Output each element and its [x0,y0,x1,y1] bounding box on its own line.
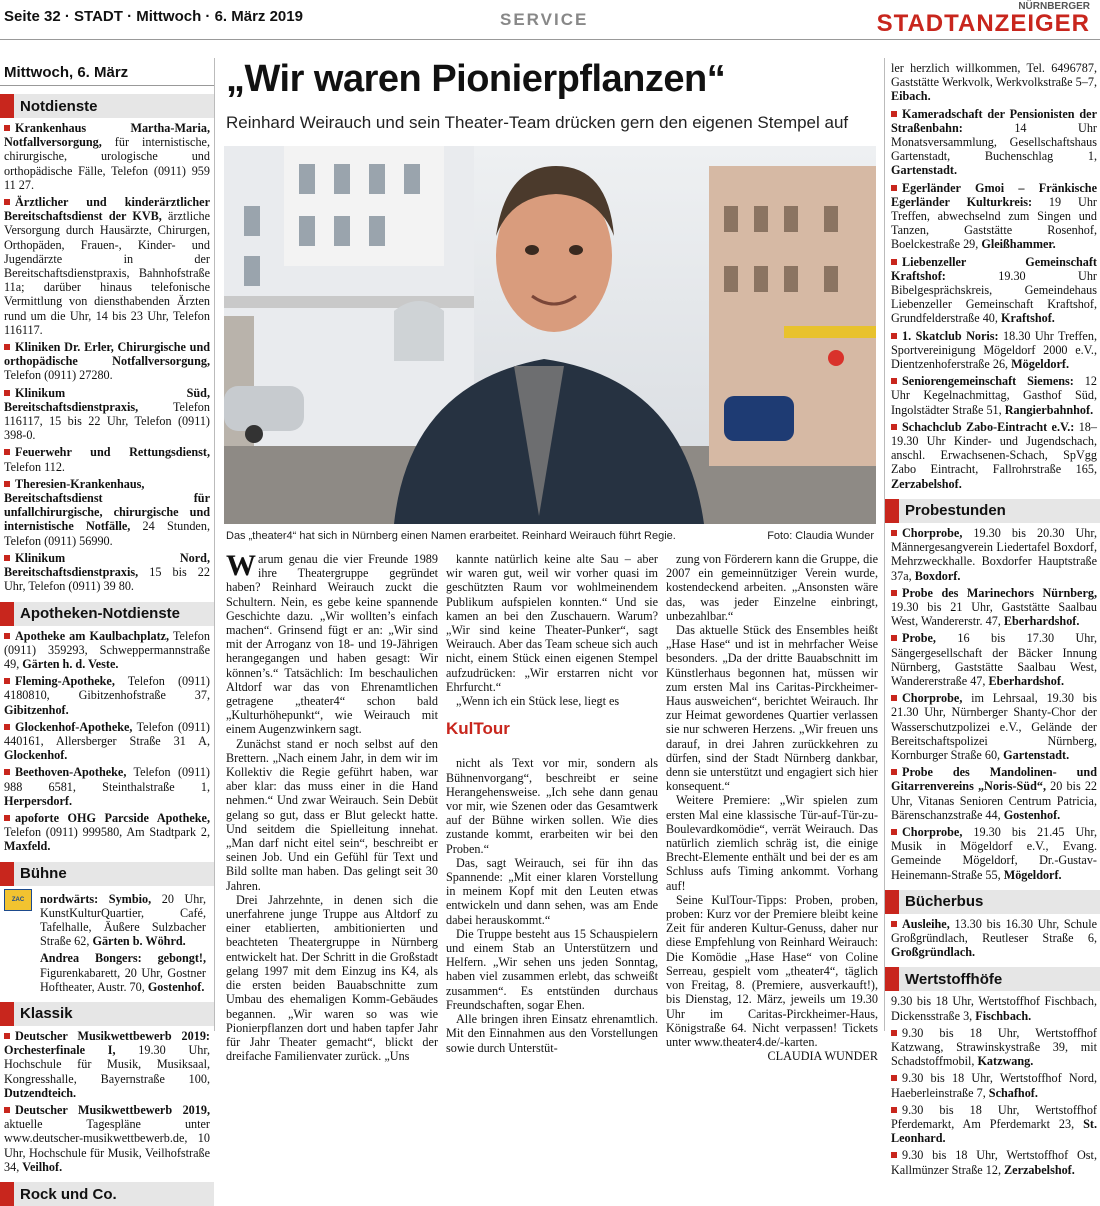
entry-text: im Lehrsaal, 19.30 bis 21.30 Uhr, Nürnberger Shanty-Chor der Wasserschutzpolizei e.V., Gelände der Bereitschaftspolizei Nürnberg, Kornburger Straße 60, [891,691,1097,762]
bullet-square-icon [891,1030,897,1036]
bullet-square-icon [4,1107,10,1113]
entry-location: Herpersdorf. [4,793,73,808]
entry-title: Ausleihe, [902,916,950,931]
klassik-list [0,1029,214,1174]
entry-title: Glockenhof-Apotheke, [15,719,133,734]
bullet-square-icon [4,1033,10,1039]
entry-text: Figurenkabarett, 20 Uhr, Gostner Hoftheater, Austr. 70, [40,965,206,994]
article-subhead: Reinhard Weirauch und sein Theater-Team drücken gern den eigenen Stempel auf [226,113,849,132]
entry-location: Großgründlach. [891,945,976,960]
page-header [0,0,1100,40]
entry-location: Veilhof. [22,1159,63,1174]
bullet-square-icon [891,1152,897,1158]
article-paragraph: Seine KulTour-Tipps: Proben, proben, proben: Kurz vor der Premiere bleibt keine Zeit für anderen Kultur-Genuss, daher nur diese Empfehlung von Reinhard Weirauch: Die Komödie „Hase Hase“ von Coline Serreau, gespielt vom „theater4“, täglich von Freitag, 8. (Premiere, ausverkauft!), bis Dienstag, 12. März, jeweils um 19.30 Uhr im Caritas-Pirckheimer-Haus, Königstraße 64. Nicht verpassen! Tickets unter www.theater4.de/-karten. [666,892,878,1049]
section-title: Rock und Co. [20,1185,117,1203]
left-service-column [0,58,215,1203]
list-item [0,629,214,672]
wertstoffhoefe-list [885,994,1100,1176]
list-item [885,765,1100,822]
list-item [885,1103,1100,1146]
bullet-square-icon [891,921,897,927]
article-paragraphs-2b [446,756,658,1054]
entry-text: 9.30 bis 18 Uhr, Wertstoffhof Katzwang, Strawinskystraße 39, mit Schadstoffmobil, [891,1025,1097,1069]
section-marker [885,890,899,914]
entry-location: Zerzabelshof. [1004,1162,1075,1177]
entry-text: Telefon (0911) 988 6581, Steinthalstraße 1, [4,765,210,794]
entry-title: Egerländer Gmoi – Fränkische Egerländer Kulturkreis: [891,180,1097,209]
entry-text: 19 Uhr Treffen, abwechselnd zum Singen und Tanzen, Gaststätte Rosenhof, Boelckestraße 29, [891,194,1097,252]
list-item [885,691,1100,762]
list-item [36,951,210,994]
section-marker [0,1002,14,1026]
entry-title: nordwärts: Symbio, [40,891,152,906]
entry-location: St. Leonhard. [891,1117,1097,1146]
section-title: Notdienste [20,97,98,115]
list-item [0,765,214,808]
probestunden-list [885,526,1100,882]
entry-title: 1. Skatclub Noris: [902,328,999,343]
page-info: Seite 32 · STADT · Mittwoch · 6. März 2019 [4,8,303,25]
entry-text: 19.30 Uhr Bibelgesprächskreis, Gemeindehaus Liebenzeller Gemeinschaft Kraftshof, Grundfelderstraße 40, [891,268,1097,326]
author-byline: CLAUDIA WUNDER [767,1049,878,1064]
section-marker [885,967,899,991]
entry-location: Gärten h. d. Veste. [22,656,119,671]
entry-location: Fischbach. [975,1008,1032,1023]
list-item [0,121,214,192]
bullet-square-icon [4,390,10,396]
list-item [885,181,1100,252]
entry-title: Ärztlicher und kinderärztlicher Bereitschaftsdienst der KVB, [4,195,210,224]
article-paragraph: Das aktuelle Stück des Ensembles heißt „Hase Hase“ und ist in mehrfacher Weise besonders. „Da der dritte Bauabschnitt im Künstlerhaus begonnen hat, müssen wir zum ersten Mal ins Caritas-Pirckheimer-Haus ausweichen“, berichtet Weirauch. Ihr zur Heimat gewordenes Quartier verlassen sie nur schweren Herzens. „Wir freuen uns darauf, in drei Jahren zurückkehren zu dürfen, sind der Stadt Nürnberg dankbar, denn sie unterstützt und engagiert sich hier konsequent.“ [666,623,878,794]
entry-location: Kraftshof. [1001,311,1055,326]
article-paragraph: zung von Förderern kann die Gruppe, die 2007 ein gemeinnütziger Verein wurde, kostendeckend arbeiten. „Ansonsten wäre das, was jeder Einzelne einbringt, unbezahlbar.“ [666,552,878,623]
event-logo-icon: ZAC [4,889,32,911]
buehne-entry-logo [0,889,214,994]
bullet-square-icon [891,1107,897,1113]
section-header-wertstoffhoefe [885,967,1100,991]
list-item [0,551,214,594]
bullet-square-icon [891,1075,897,1081]
entry-location: Glockenhof. [4,748,68,763]
vereine-list [885,61,1100,491]
bullet-square-icon [891,111,897,117]
section-marker [0,1182,14,1206]
list-item [885,1071,1100,1099]
list-item [0,445,214,473]
entry-location: Eibach. [891,89,931,104]
section-header-probestunden [885,499,1100,523]
entry-location: Mögeldorf. [1011,357,1070,372]
entry-title: Chorprobe, [902,691,963,706]
list-item [0,720,214,763]
section-title: Probestunden [905,502,1006,520]
section-header-buecherbus [885,890,1100,914]
apotheken-list [0,629,214,854]
entry-title: Deutscher Musikwettbewerb 2019, [15,1102,210,1117]
entry-text: Telefon (0911) 27280. [4,368,113,383]
entry-text: 15 bis 22 Uhr, Telefon (0911) 39 80. [4,565,210,594]
bullet-square-icon [891,769,897,775]
section-header-rock [0,1182,214,1206]
list-item [885,420,1100,491]
section-marker [0,94,14,118]
photo-credit: Foto: Claudia Wunder [767,530,874,542]
entry-title: Feuerwehr und Rettungsdienst, [15,445,210,460]
entry-title: Kliniken Dr. Erler, Chirurgische und orthopädische Notfallversorgung, [4,340,210,369]
article-paragraph: Zunächst stand er noch selbst auf den Brettern. „Nach einem Jahr, in dem wir im Kollektiv die Regie geführt haben, war aber klar: das muss einer in die Hand nehmen.“ Und zwar Weirauch. Sein Debüt gelang so gut, dass er Blut geleckt hatte. Und seitdem die Spielleitung innehat. „Man darf nicht eitel sein“, beschreibt er seinen Job. Und ein Gefühl für Text und Bild sollte man haben. Das gelingt seit 30 Jahren. [226,736,438,893]
entry-text: ärztliche Versorgung durch Hausärzte, Chirurgen, Orthopäden, Frauen-, Kinder- und Jugendärzte in der Bereitschaftsdienstpraxis, Bahnhofstraße 11a; darüber hinaus telefonische Vermittlung von diensthabenden Ärzten rund um die Uhr, 14 bis 23 Uhr, Telefon 116117. [4,209,211,337]
entry-location: Gostenhof. [1003,807,1061,822]
entry-location: Katzwang. [977,1054,1034,1069]
list-item [885,107,1100,178]
article-paragraph: Alle bringen ihren Einsatz ehrenamtlich. Mit den Einnahmen aus den Vorstellungen sowie durch Unterstüt- [446,1012,658,1055]
list-item [885,631,1100,688]
bullet-square-icon [891,333,897,339]
entry-location: Eberhardshof. [988,673,1065,688]
list-item [36,892,210,949]
article-paragraph: Das, sagt Weirauch, sei für ihn das Spannende: „Mit einer klaren Vorstellung in meinem Kopf mit den Leuten etwas entwickeln und dann sehen, was am Ende dabei herauskommt.“ [446,855,658,927]
article-paragraph: Weitere Premiere: „Wir spielen zum ersten Mal eine klassische Tür-auf-Tür-zu-Boulevardkomödie“, verrät Weirauch. Das natürlich ziemlich schräg ist, die einige Brecht-Elemente enthält und bei der es am Schluss aufs Timing ankommt. Vorhang auf! [666,793,878,893]
entry-text: 9.30 bis 18 Uhr, Wertstoffhof Pferdemarkt, Am Pferdemarkt 23, [891,1102,1097,1131]
entry-location: Eberhardshof. [1003,614,1080,629]
article-paragraph: kannte natürlich keine alte Sau – aber wir waren gut, weil wir vorher quasi im geschützten Raum vor wohlmeinendem Publikum aufspielen konnten.“ Und sie kamen an bei den Zuschauern. Warum? „Wir sind keine Theater-Punker“, sagt Weirauch. Aber das Team scheue sich auch nicht, einem Stück einen eigenen Stempel aufzudrücken: „Wir erstarren nicht vor Ehrfurcht.“ [446,552,658,694]
notdienste-list [0,121,214,594]
list-item [0,340,214,383]
section-title: Apotheken-Notdienste [20,605,181,622]
list-item [0,674,214,717]
entry-title: Probe, [902,631,936,646]
list-item [0,386,214,443]
entry-title: Probe des Marinechors Nürnberg, [902,585,1097,600]
entry-text: 14 Uhr Monatsversammlung, Gesellschaftshaus Gartenstadt, Buchenschlag 1, [891,120,1097,164]
entry-text: ler herzlich willkommen, Tel. 6496787, Gaststätte Werkvolk, Werkvolkstraße 5–7, [891,61,1097,90]
bullet-square-icon [891,590,897,596]
article-paragraph: arum genau die vier Freunde 1989 ihre Theatergruppe gegründet haben? Reinhard Weirauch zuckt die Schultern. Nein, es gebe keine spannende Geschichte dazu. „Wir wollten’s einfach machen“. Grinsend fügt er an: „Wir sind mit der Arroganz von 18- und 19-Jährigen herangegangen und haben gesagt: Wir können’s.“ Tatsächlich: Im beschaulichen Altdorf war das von Ehrenamtlichen getragene „theater4“ schon bald „Kulturhöhepunkt“, wie Weirauch mit einem Augenzwinkern sagt. [226,552,438,737]
entry-text: Telefon (0911) 440161, Allersberger Straße 31 A, [4,719,210,748]
section-title: Wertstoffhöfe [905,970,1003,988]
list-item [885,1148,1100,1176]
list-item [0,811,214,854]
article-paragraph: Die Truppe besteht aus 15 Schauspielern und einem Stab an Unterstützern und Helfern. „Wir sehen uns jeden Sonntag, haben viel zusammen erlebt, das schweißt zusammen“. Es entstünden durchaus Freundschaften, sogar Ehen. [446,926,658,1012]
portrait-photo-illustration [224,146,876,524]
newspaper-logo: STADTANZEIGER [876,10,1090,37]
list-item [885,994,1100,1022]
drop-cap: W [226,549,256,582]
entry-text: 16 bis 17.30 Uhr, Sängergesellschaft der Bäcker Innung Nürnberg, Gaststätte Saalbau West, Wandererstraße 47, [891,631,1097,688]
kultour-label: KulTour [446,719,510,739]
list-item [885,825,1100,882]
entry-text: 19.30 bis 20.30 Uhr, Männergesangverein Liedertafel Boxdorf, Mehrzweckhalle. Boxdorfer Hauptstraße 37a, [891,525,1097,583]
entry-title: Krankenhaus Martha-Maria, Notfallversorgung, [4,121,210,150]
entry-text: Telefon (0911) 999580, Am Stadtpark 2, [4,825,210,840]
entry-title: Deutscher Musikwettbewerb 2019: Orchesterfinale I, [4,1028,210,1058]
list-item [885,526,1100,583]
list-item [885,374,1100,417]
entry-text: Telefon (0911) 4180810, Gibitzenhofstraße 37, [4,674,210,703]
article-paragraph: Drei Jahrzehnte, in denen sich die unerfahrene junge Truppe aus Altdorf zu einer etablierten, ambitionierten und beachteten Theatergruppe in Nürnberg entwickelt hat. Der Schritt in die Großstadt gelang 1997 mit dem Einzug ins K4, als die ersten beiden Bauabschnitte zum Umbau des ehemaligen Komm-Gebäudes begannen. „Wir waren so was wie Pionierpflanzen dort und haben tapfer Jahr für Jahr Theater gemacht“, blickt der dreifache Familienvater zurück. „Uns [226,892,438,1064]
list-item [885,1026,1100,1069]
bullet-square-icon [4,449,10,455]
entry-text: 18.30 Uhr Treffen, Sportvereinigung Mögeldorf 2000 e.V., Dientzenhoferstraße 26, [891,328,1097,372]
entry-title: Schachclub Zabo-Eintracht e.V.: [902,419,1075,434]
section-title: Bühne [20,865,67,883]
section-marker [885,499,899,523]
list-item [885,917,1100,960]
entry-text: 19.30 Uhr, Hochschule für Musik, Musiksaal, Kongresshalle, Bayernstraße 100, [4,1043,210,1086]
list-item [885,255,1100,326]
bullet-square-icon [4,555,10,561]
entry-location: Gärten b. Wöhrd. [92,934,186,949]
buecherbus-list [885,917,1100,960]
entry-title: Kameradschaft der Pensionisten der Straßenbahn: [891,106,1097,135]
entry-location: Zerzabelshof. [891,476,962,491]
bullet-square-icon [4,678,10,684]
entry-title: Liebenzeller Gemeinschaft Kraftshof: [891,254,1097,283]
entry-title: Theresien-Krankenhaus, Bereitschaftsdienst für unfallchirurgische, chirurgische und internistische Notfälle, [4,476,210,534]
bullet-square-icon [891,530,897,536]
entry-location: Gleißhammer. [981,237,1056,252]
article-paragraph: nicht als Text vor mir, sondern als Bühnenvorgang“, beschreibt er seine Herangehensweise. „Ich sehe dann genau vor mir, wie Szenen oder das Gesamtwerk auf der Bühne wirken sollen. Wie dies zustande kommt, erarbeiten wir bei den Proben.“ [446,756,658,856]
entry-text: Telefon 112. [4,459,65,474]
entry-text: 18–19.30 Uhr Kinder- und Jugendschach, anschl. Erwachsenen-Schach, SpVgg Zabo Eintracht, Fallrohrstraße 165, [891,419,1097,477]
entry-title: Klinikum Süd, Bereitschaftsdienstpraxis, [4,385,210,414]
section-header-notdienste [0,94,214,118]
brand-kicker: NÜRNBERGER [1018,1,1090,12]
bullet-square-icon [4,344,10,350]
section-label: SERVICE [500,10,589,29]
entry-title: Beethoven-Apotheke, [15,765,127,780]
article-photo [224,146,876,524]
article-column-1 [226,549,438,1064]
entry-title: Fleming-Apotheke, [15,674,115,689]
entry-text: Telefon 116117, 15 bis 22 Uhr, Telefon (0911) 398-0. [4,399,210,443]
article-paragraphs-2a [446,552,658,708]
entry-text: 13.30 bis 16.30 Uhr, Schule Großgründlach, Reutleser Straße 6, [891,916,1097,945]
entry-title: Seniorengemeinschaft Siemens: [902,374,1074,389]
bullet-square-icon [4,199,10,205]
entry-location: Schafhof. [988,1085,1038,1100]
entry-text: 19.30 bis 21 Uhr, Gaststätte Saalbau West, Wandererstr. 47, [891,599,1097,629]
bullet-square-icon [891,185,897,191]
entry-title: apoforte OHG Parcside Apotheke, [15,810,210,825]
entry-location: Maxfeld. [4,839,51,854]
section-header-buehne [0,862,214,886]
list-item [885,586,1100,629]
entry-location: Gostenhof. [147,979,205,994]
caption-text: Das „theater4“ hat sich in Nürnberg einen Namen erarbeitet. Reinhard Weirauch führt Regie. [226,530,676,542]
bullet-square-icon [891,829,897,835]
entry-location: Gibitzenhof. [4,702,69,717]
entry-title: Apotheke am Kaulbachplatz, [15,628,170,643]
entry-text: 20 Uhr, KunstKulturQuartier, Café, Tafelhalle, Äußere Sulzbacher Straße 62, [40,891,206,949]
section-header-klassik [0,1002,214,1026]
bullet-square-icon [4,633,10,639]
entry-title: Probe des Mandolinen- und Gitarrenvereins „Noris-Süd“, [891,765,1097,794]
entry-text: für internistische, chirurgische, urologische und orthopädische Fälle, Telefon (0911) 959 11 27. [4,135,210,192]
bullet-square-icon [4,724,10,730]
bullet-square-icon [891,259,897,265]
list-item [885,61,1100,104]
article-paragraphs-3 [666,552,878,1049]
bullet-square-icon [891,378,897,384]
entry-text: aktuelle Tagespläne unter www.deutscher-musikwettbewerb.de, 10 Uhr, Hochschule für Musik, Veilhofstraße 34, [4,1117,210,1174]
entry-location: Rangierbahnhof. [1004,402,1094,417]
entry-text: 12 Uhr Kegelnachmittag, Gasthof Süd, Ingolstädter Straße 51, [891,374,1097,417]
list-item [885,329,1100,372]
entry-location: Gartenstadt. [891,163,958,178]
bullet-square-icon [4,125,10,131]
entry-text: 19.30 bis 21.45 Uhr, Musik in Mögeldorf e.V., Evang. Gemeinde Mögeldorf, Dr.-Gustav-Heinemann-Straße 55, [891,824,1097,882]
list-item [0,1103,214,1174]
entry-title: Andrea Bongers: gebongt!, [40,951,206,966]
entry-title: Klinikum Nord, Bereitschaftsdienstpraxis, [4,550,210,580]
bullet-square-icon [4,481,10,487]
section-marker [0,862,14,886]
entry-text: 9.30 bis 18 Uhr, Wertstoffhof Ost, Kallmünzer Straße 12, [891,1148,1097,1177]
entry-text: 9.30 bis 18 Uhr, Wertstoffhof Fischbach, Dickensstraße 3, [891,994,1097,1023]
entry-location: Boxdorf. [914,568,961,583]
entry-location: Dutzendteich. [4,1085,77,1100]
entry-title: Chorprobe, [902,525,963,540]
section-title: Klassik [20,1005,73,1023]
list-item [0,1029,214,1100]
column-date: Mittwoch, 6. März [0,58,214,86]
bullet-square-icon [891,695,897,701]
entry-text: Telefon (0911) 359293, Schweppermannstraße 49, [4,628,210,671]
photo-caption [226,530,876,542]
buehne-list [36,889,210,994]
section-title: Bücherbus [905,893,984,911]
bullet-square-icon [4,815,10,821]
right-service-column [884,58,1100,1177]
article-headline: „Wir waren Pionierpflanzen“ [226,58,726,100]
section-marker [0,602,14,626]
entry-location: Mögeldorf. [1003,867,1062,882]
entry-text: 20 bis 22 Uhr, Vitanas Senioren Centrum Patricia, Bärenschanzstraße 44, [891,779,1098,822]
list-item [0,195,214,337]
article-column-3 [666,552,878,1063]
section-header-apotheken [0,602,214,626]
bullet-square-icon [4,769,10,775]
entry-title: Chorprobe, [902,824,963,839]
entry-text: 24 Stunden, Telefon (0911) 56990. [4,519,210,548]
bullet-square-icon [891,635,897,641]
article-column-2 [446,552,658,1055]
article-paragraphs-1 [226,549,438,1064]
article-paragraph: „Wenn ich ein Stück lese, liegt es [456,694,620,709]
entry-text: 9.30 bis 18 Uhr, Wertstoffhof Nord, Haeberleinstraße 7, [891,1071,1097,1100]
entry-location: Gartenstadt. [1003,747,1070,762]
bullet-square-icon [891,424,897,430]
list-item [0,477,214,548]
